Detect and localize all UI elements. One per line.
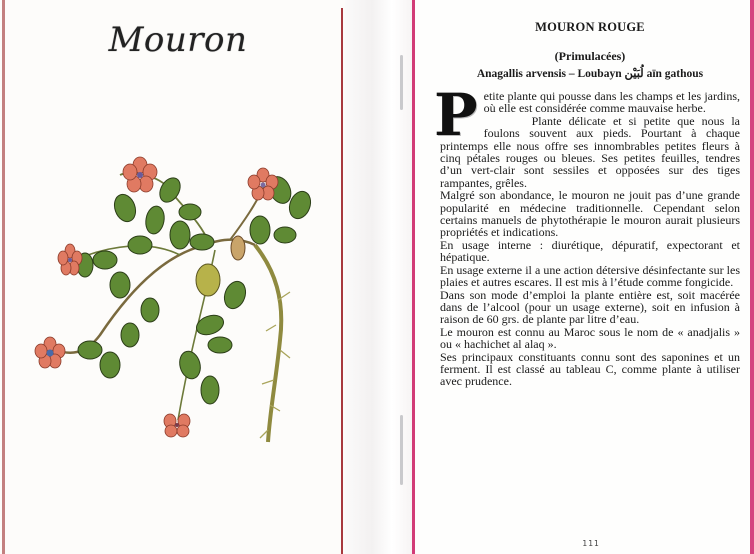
paragraph-intro: Petite plante qui pousse dans les champs et les jardins, où elle est considérée comme mauvaise herbe.	[434, 81, 740, 149]
right-page	[412, 0, 754, 554]
left-page-title: Mouron	[108, 20, 248, 60]
plant-family: (Primulacées)	[554, 49, 626, 63]
article-body	[434, 81, 740, 389]
left-page-outer-edge	[2, 0, 5, 554]
right-page-border-left	[412, 0, 415, 554]
drop-cap: P	[434, 81, 478, 149]
plant-illustration	[30, 150, 330, 450]
left-page-border-line	[341, 8, 343, 554]
paragraph: Dans son mode d’emploi la plante entière est, soit macérée dans de l’alcool (pour un usage externe), soit en infusion à raison de 60 grs. de plante par litre d’eau.	[440, 287, 740, 327]
paragraph: Le mouron est connu au Maroc sous le nom de « anadjalis » ou « hachichet al alaq ».	[440, 324, 740, 352]
paragraph: En usage interne : diurétique, dépuratif, expectorant et hépatique.	[440, 237, 740, 265]
left-page	[0, 0, 345, 554]
flower-left	[58, 244, 82, 275]
flower-right	[248, 168, 278, 200]
flower-lower-left	[35, 337, 65, 368]
root	[255, 245, 281, 442]
article	[434, 20, 740, 389]
paragraph: Ses principaux constituants connu sont des saponines et un ferment. Il est classé au tableau C, comme plante à utiliser avec prudence.	[440, 349, 740, 389]
book-gutter	[345, 0, 412, 554]
flower-top	[123, 157, 157, 192]
paragraph: En usage externe il a une action détersive désinfectante sur les plaies et autres escares. Il est mis à l’étude comme fongicide.	[440, 262, 740, 290]
staple-bottom	[400, 415, 403, 485]
paragraph: Malgré son abondance, le mouron ne jouit pas d’une grande popularité en médecine traditionnelle. Cependant selon certains manuels de phytothérapie le mouron aurait plusieurs propriétés et indications.	[440, 188, 740, 240]
paragraph: Plante délicate et si petite que nous la foulons souvent aux pieds. Pourtant à chaque printemps elle nous offre ses innombrables petites fleurs à cinq pétales rouges ou bleues. Ses petites feuilles, tendres d’un vert-clair sont sessiles et opposées sur des tiges rampantes, grêles.	[440, 113, 740, 190]
latin-name: Anagallis arvensis – Loubayn لُبَيْن aïn gathous	[476, 68, 704, 80]
flower-bottom	[164, 414, 190, 437]
article-title: MOURON ROUGE	[535, 20, 645, 34]
staple-top	[400, 55, 403, 110]
page-number: 111	[582, 539, 600, 548]
right-page-border-right	[750, 0, 754, 554]
